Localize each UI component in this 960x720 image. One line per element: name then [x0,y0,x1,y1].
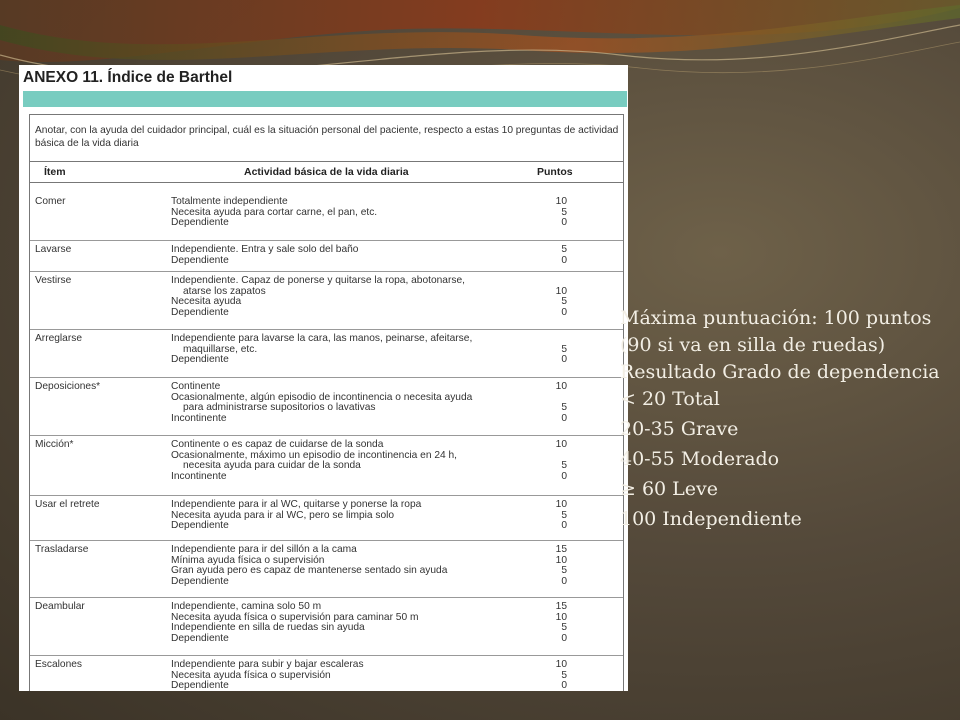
summary-line: ≥ 60 Leve [620,478,719,500]
points-value: 10 [555,285,567,297]
row-separator [30,271,623,272]
activity-option: Gran ayuda pero es capaz de mantenerse sentado sin ayuda [171,565,448,576]
activity-option: Dependiente [171,575,229,587]
row-activities [171,276,551,318]
row-activities [171,545,551,587]
points-value: 0 [561,306,567,318]
activity-option: atarse los zapatos [183,285,266,297]
activity-option: maquillarse, etc. [183,343,258,355]
activity-option: Incontinente [171,470,227,482]
summary-line: 20-35 Grave [620,418,739,440]
points-value: 10 [555,439,567,450]
activity-option: Independiente para ir del sillón a la cama [171,544,357,555]
activity-option: Independiente en silla de ruedas sin ayuda [171,622,365,633]
activity-option: Necesita ayuda para cortar carne, el pan, etc. [171,206,378,218]
points-value: 5 [561,296,567,307]
row-separator [30,435,623,436]
header-top-rule [30,161,623,162]
points-value [545,276,567,287]
row-item-label: Arreglarse [35,333,82,344]
activity-option: Independiente para ir al WC, quitarse y ponerse la ropa [171,499,422,510]
row-points [545,660,567,691]
row-item-label: Vestirse [35,275,72,286]
summary-line: Máxima puntuación: 100 puntos [620,307,932,329]
row-item-label: Deambular [35,601,85,612]
row-points [545,197,567,229]
activity-option: Independiente. Entra y sale solo del baño [171,244,359,255]
points-value: 5 [561,206,567,218]
activity-option: necesita ayuda para cuidar de la sonda [183,460,361,471]
activity-option: para administrarse supositorios o lavativas [183,402,376,413]
row-points [545,245,567,266]
points-value: 10 [555,611,567,623]
summary-line: (90 si va en silla de ruedas) [620,334,886,356]
points-value: 5 [561,622,567,633]
row-activities [171,660,551,691]
row-separator [30,655,623,656]
points-value: 0 [561,354,567,365]
row-separator [30,240,623,241]
points-value: 10 [555,196,567,207]
header-bottom-rule [30,182,623,183]
barthel-index-document [19,65,628,691]
summary-line: Resultado Grado de dependencia [620,361,940,383]
activity-option: Totalmente independiente [171,196,288,207]
activity-option: Continente [171,381,221,392]
row-item-label: Micción* [35,439,74,450]
points-value: 0 [561,254,567,266]
points-value: 0 [561,412,567,424]
row-item-label: Usar el retrete [35,499,100,510]
row-separator [30,377,623,378]
activity-option: Dependiente [171,254,229,266]
activity-option: Dependiente [171,680,229,691]
points-value: 5 [561,244,567,255]
points-value: 0 [561,632,567,644]
activity-option: Dependiente [171,306,229,318]
row-item-label: Lavarse [35,244,72,255]
row-points [545,500,567,532]
points-value: 0 [561,217,567,228]
barthel-table [29,114,624,691]
points-value: 15 [555,544,567,555]
row-points [545,545,567,587]
activity-option: Necesita ayuda [171,296,242,307]
points-value: 0 [561,575,567,587]
points-value: 10 [555,554,567,566]
activity-option: Continente o es capaz de cuidarse de la sonda [171,439,384,450]
title-accent-bar [23,91,627,107]
row-activities [171,334,551,366]
summary-line: < 20 Total [620,388,720,410]
row-points [545,276,567,318]
activity-option: Ocasionalmente, algún episodio de incontinencia o necesita ayuda [171,391,473,403]
points-value: 15 [555,601,567,612]
points-value: 10 [555,499,567,510]
header-activity: Actividad básica de la vida diaria [244,166,409,178]
activity-option: Independiente. Capaz de ponerse y quitarse la ropa, abotonarse, [171,275,465,286]
header-item: Ítem [44,166,66,178]
row-separator [30,540,623,541]
row-item-label: Comer [35,196,66,207]
points-value: 5 [561,509,567,521]
activity-option: Mínima ayuda física o supervisión [171,554,325,566]
activity-option: Dependiente [171,632,229,644]
points-value: 0 [561,520,567,531]
score-summary [620,308,950,539]
row-activities [171,382,551,424]
header-points: Puntos [537,166,573,178]
summary-line: 100 Independiente [620,508,802,530]
row-separator [30,597,623,598]
row-points [545,440,567,482]
points-value: 0 [561,470,567,482]
row-points [545,334,567,366]
table-intro-text: Anotar, con la ayuda del cuidador principal, cuál es la situación personal del paciente, respecto a estas 10 preguntas de actividad básica de la vida diaria [35,125,619,149]
row-item-label: Escalones [35,659,83,670]
activity-option: Necesita ayuda física o supervisión para caminar 50 m [171,611,419,623]
document-title: ANEXO 11. Índice de Barthel [23,69,233,86]
row-points [545,602,567,644]
activity-option: Dependiente [171,354,229,365]
points-value: 10 [555,659,567,670]
row-item-label: Trasladarse [35,544,89,555]
row-activities [171,197,551,229]
points-value: 10 [555,381,567,392]
summary-line: 40-55 Moderado [620,448,780,470]
points-value: 5 [561,565,567,576]
row-activities [171,245,551,266]
points-value: 5 [561,460,567,471]
row-separator [30,329,623,330]
row-activities [171,440,551,482]
points-value [545,334,567,345]
activity-option: Incontinente [171,412,227,424]
points-value: 0 [561,680,567,691]
activity-option: Dependiente [171,217,229,228]
activity-option: Independiente para subir y bajar escaleras [171,659,364,670]
points-value: 5 [561,669,567,681]
row-item-label: Deposiciones* [35,381,101,392]
activity-option: Ocasionalmente, máximo un episodio de incontinencia en 24 h, [171,449,457,461]
row-separator [30,495,623,496]
row-points [545,382,567,424]
row-activities [171,602,551,644]
activity-option: Necesita ayuda para ir al WC, pero se limpia solo [171,509,395,521]
activity-option: Necesita ayuda física o supervisión [171,669,331,681]
row-activities [171,500,551,532]
activity-option: Dependiente [171,520,229,531]
activity-option: Independiente para lavarse la cara, las manos, peinarse, afeitarse, [171,333,473,344]
points-value: 5 [561,402,567,413]
activity-option: Independiente, camina solo 50 m [171,601,322,612]
points-value: 5 [561,343,567,355]
